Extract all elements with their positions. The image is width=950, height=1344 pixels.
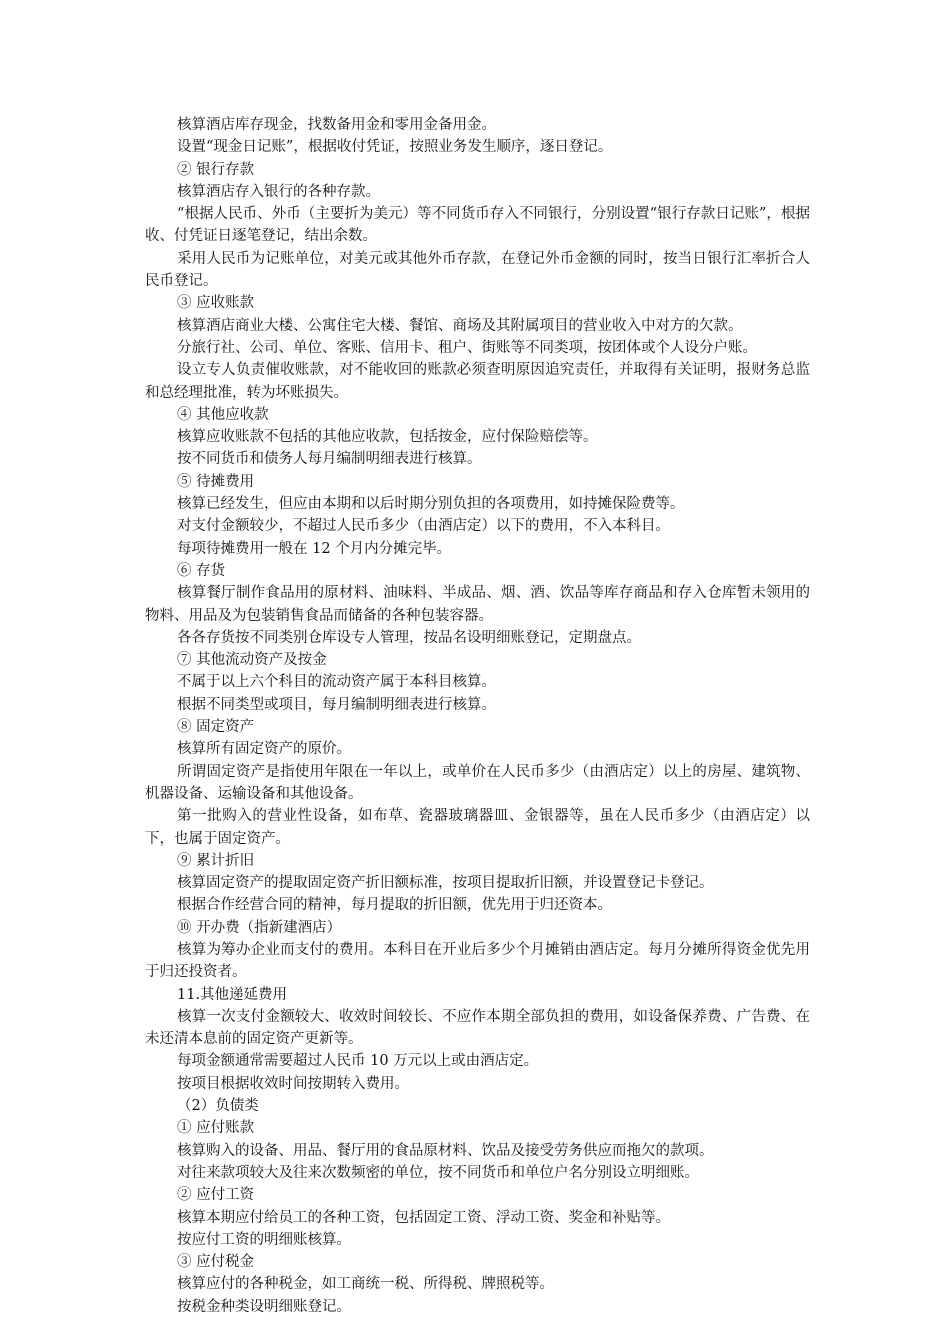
section-heading: ① 应付账款 <box>177 1120 255 1137</box>
section-heading: ⑨ 累计折旧 <box>177 852 255 869</box>
section-heading: ⑦ 其他流动资产及按金 <box>177 652 327 669</box>
paragraph: 按不同货币和债务人每月编制明细表进行核算。 <box>177 451 482 468</box>
paragraph: 核算酒店商业大楼、公寓住宅大楼、餐馆、商场及其附属项目的营业收入中对方的欠款。 <box>177 317 743 334</box>
paragraph: 采用人民币为记账单位，对美元或其他外币存款，在登记外币金额的同时，按当日银行汇率折合人民币登记。 <box>145 250 810 290</box>
paragraph: 核算已经发生，但应由本期和以后时期分别负担的各项费用，如持摊保险费等。 <box>177 496 685 513</box>
paragraph: 核算固定资产的提取固定资产折旧额标准，按项目提取折旧额，并设置登记卡登记。 <box>177 875 714 892</box>
paragraph: 核算本期应付给员工的各种工资，包括固定工资、浮动工资、奖金和补贴等。 <box>177 1209 670 1226</box>
paragraph: 对往来款项较大及往来次数频密的单位，按不同货币和单位户名分别设立明细账。 <box>177 1164 699 1181</box>
section-heading: （2）负债类 <box>177 1098 259 1115</box>
paragraph: 核算餐厅制作食品用的原材料、油味料、半成品、烟、酒、饮品等库存商品和存入仓库暂未领用的物料、用品及为包装销售食品而储备的各种包装容器。 <box>145 585 810 624</box>
paragraph: 分旅行社、公司、单位、客账、信用卡、租户、街账等不同类项，按团体或个人设分户账。 <box>177 339 757 356</box>
paragraph: 核算应收账款不包括的其他应收款，包括按金，应付保险赔偿等。 <box>177 429 598 446</box>
paragraph: 每项金额通常需要超过人民币 10 万元以上或由酒店定。 <box>177 1053 539 1070</box>
paragraph: 对支付金额较少，不超过人民币多少（由酒店定）以下的费用，不入本科目。 <box>177 518 670 535</box>
paragraph: 核算酒店库存现金，找数备用金和零用金备用金。 <box>177 117 496 133</box>
section-heading: ⑧ 固定资产 <box>177 719 255 736</box>
paragraph: 核算为筹办企业而支付的费用。本科目在开业后多少个月摊销由酒店定。每月分摊所得资金优先用于归还投资者。 <box>145 941 810 981</box>
section-heading: ③ 应付税金 <box>177 1254 255 1271</box>
paragraph: 根据不同类型或项目，每月编制明细表进行核算。 <box>177 696 496 713</box>
paragraph: 第一批购入的营业性设备，如布草、瓷器玻璃器皿、金银器等，虽在人民币多少（由酒店定）以下，也属于固定资产。 <box>145 808 810 847</box>
section-heading: ⑤ 待摊费用 <box>177 473 255 490</box>
paragraph: 核算应付的各种税金，如工商统一税、所得税、牌照税等。 <box>177 1276 554 1293</box>
section-heading: ② 应付工资 <box>177 1187 255 1204</box>
paragraph: 核算酒店存入银行的各种存款。 <box>177 183 380 200</box>
paragraph: 设立专人负责催收账款，对不能收回的账款必须查明原因追究责任，并取得有关证明，报财务总监和总经理批准，转为坏账损失。 <box>145 362 810 401</box>
section-heading: ② 银行存款 <box>177 161 255 178</box>
paragraph: 不属于以上六个科目的流动资产属于本科目核算。 <box>177 674 496 691</box>
section-heading: 11.其他递延费用 <box>177 986 288 1003</box>
document-body <box>145 114 810 1318</box>
paragraph: 核算购入的设备、用品、餐厅用的食品原材料、饮品及接受劳务供应而拖欠的款项。 <box>177 1142 714 1159</box>
paragraph: 各各存货按不同类别仓库设专人管理，按品名设明细账登记，定期盘点。 <box>177 629 641 646</box>
section-heading: ⑩ 开办费（指新建酒店） <box>177 919 342 936</box>
section-heading: ④ 其他应收款 <box>177 406 269 423</box>
section-heading: ③ 应收账款 <box>177 295 255 312</box>
paragraph: “根据人民币、外币（主要折为美元）等不同货币存入不同银行，分别设置“银行存款日记账”，根据收、付凭证日逐笔登记，结出余数。 <box>145 206 810 245</box>
paragraph: 根据合作经营合同的精神，每月提取的折旧额，优先用于归还资本。 <box>177 897 612 914</box>
paragraph: 按税金种类设明细账登记。 <box>177 1298 351 1315</box>
paragraph: 设置“现金日记账”，根据收付凭证，按照业务发生顺序，逐日登记。 <box>177 139 613 156</box>
section-heading: ⑥ 存货 <box>177 562 226 579</box>
paragraph: 所谓固定资产是指使用年限在一年以上，或单价在人民币多少（由酒店定）以上的房屋、建筑物、机器设备、运输设备和其他设备。 <box>145 763 810 802</box>
paragraph: 核算一次支付金额较大、收效时间较长、不应作本期全部负担的费用，如设备保养费、广告费、在未还清本息前的固定资产更新等。 <box>145 1008 810 1048</box>
paragraph: 按项目根据收效时间按期转入费用。 <box>177 1075 409 1092</box>
paragraph: 每项待摊费用一般在 12 个月内分摊完毕。 <box>177 540 452 557</box>
paragraph: 核算所有固定资产的原价。 <box>177 741 351 758</box>
paragraph: 按应付工资的明细账核算。 <box>177 1231 351 1248</box>
